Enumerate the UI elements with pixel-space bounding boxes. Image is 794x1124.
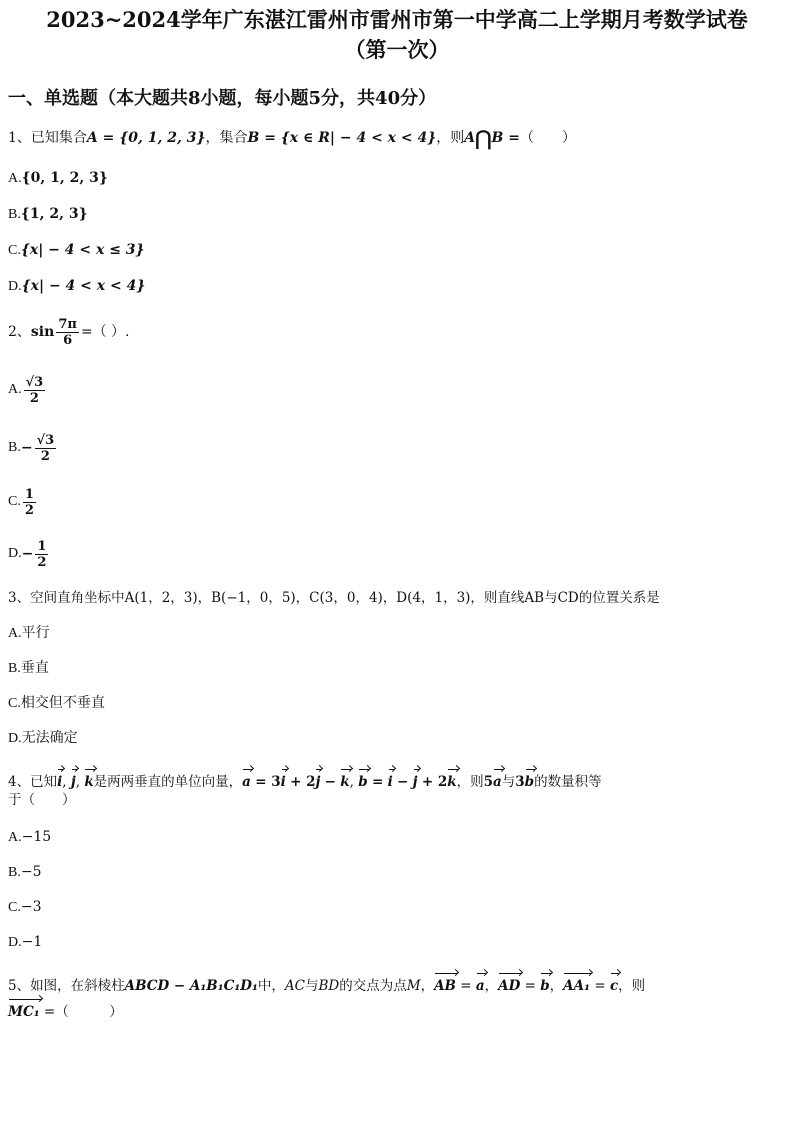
q4-eq-b: =: [371, 774, 384, 790]
q5-yu: 与: [304, 978, 319, 994]
q1-expr-right: B =: [491, 130, 520, 146]
vec-AB: AB: [434, 970, 456, 996]
option-label: C.: [8, 900, 21, 915]
q4-five: 5: [483, 774, 493, 790]
option-value: {x| − 4 < x < 4}: [21, 278, 146, 294]
option-label: A.: [8, 626, 22, 641]
q5-ze: ，则: [618, 978, 646, 994]
q5-ac: AC: [284, 978, 305, 994]
q2-fraction: [56, 317, 79, 348]
question-1: [8, 128, 576, 148]
q1-prefix: 1、已知集合: [8, 130, 87, 146]
option-sign: −: [21, 546, 34, 562]
question-5: 5、如图，在斜棱柱ABCD − A₁B₁C₁D₁中，AC与BD的交点为点M，AB = a，AD = b，AA₁ = c，则: [8, 970, 645, 996]
q5-comma2: ，: [484, 978, 499, 994]
question-2: [8, 312, 130, 352]
option-fraction: [35, 433, 57, 464]
option-value: 垂直: [20, 660, 49, 676]
vec-MC1: MC₁: [8, 996, 40, 1022]
q2-option-c: [8, 480, 38, 524]
q4-option-d: [8, 932, 42, 953]
q3-option-d: [8, 728, 78, 749]
q4-plus2b: + 2: [421, 774, 448, 790]
q1-set-a: A = {0, 1, 2, 3}: [86, 130, 206, 146]
option-fraction: [35, 539, 48, 570]
q2-option-d: [8, 532, 50, 576]
option-fraction: [24, 375, 46, 406]
option-label: C.: [8, 494, 21, 509]
frac-den: 2: [29, 390, 39, 406]
option-label: D.: [8, 935, 22, 950]
vec-b-2: b: [525, 766, 534, 792]
q4-eq-a: = 3: [255, 774, 281, 790]
frac-num: 1: [24, 486, 34, 502]
vec-j: j: [71, 766, 76, 792]
option-value: −1: [21, 934, 43, 950]
q2-option-a: [8, 368, 47, 412]
frac-num: √3: [25, 374, 44, 390]
q4-option-b: [8, 862, 41, 883]
vec-AA1: AA₁: [563, 970, 590, 996]
option-label: B.: [8, 865, 21, 880]
q1-expr-left: A: [464, 130, 476, 146]
q3-option-b: [8, 658, 49, 679]
q1-option-b: [8, 204, 88, 225]
vec-i-3: i: [388, 766, 393, 792]
frac-den: 2: [37, 554, 47, 570]
q3-option-a: [8, 623, 50, 644]
vec-k-2: k: [340, 766, 349, 792]
vec-b-q5: b: [540, 970, 549, 996]
option-value: {0, 1, 2, 3}: [21, 170, 108, 186]
question-4: 4、已知i, j, k是两两垂直的单位向量，a = 3i + 2j − k, b = i − j + 2k，则5a与3b的数量积等: [8, 766, 602, 792]
frac-den: 2: [24, 502, 34, 518]
option-label: D.: [8, 731, 22, 746]
option-label: A.: [8, 382, 22, 397]
q4-t2: ，则: [456, 774, 484, 790]
question-5-line2: [8, 996, 123, 1022]
option-value: {x| − 4 < x ≤ 3}: [20, 242, 145, 258]
option-value: −5: [20, 864, 42, 880]
q5-mid: 中，: [257, 978, 285, 994]
q1-option-c: [8, 240, 145, 261]
q1-after: ，则: [436, 130, 465, 146]
option-value: 无法确定: [21, 730, 78, 746]
q3-option-c: [8, 693, 105, 714]
option-label: B.: [8, 661, 21, 676]
q4-three: 3: [515, 774, 525, 790]
vec-AD: AD: [498, 970, 520, 996]
q5-comma3: ，: [549, 978, 564, 994]
q5-mid2: 的交点为点: [339, 978, 407, 994]
option-value: 平行: [21, 625, 50, 641]
option-fraction: [23, 487, 36, 518]
vec-c-q5: c: [610, 970, 618, 996]
q1-option-a: [8, 168, 108, 189]
q5-eqparen: =（ ）: [43, 1004, 123, 1020]
q4-option-a: [8, 827, 51, 848]
exam-title-line1: 2023~2024学年广东湛江雷州市雷州市第一中学高二上学期月考数学试卷: [46, 7, 748, 32]
option-label: B.: [8, 207, 21, 222]
option-label: C.: [8, 696, 21, 711]
q4-t3: 的数量积等: [534, 774, 602, 790]
option-label: A.: [8, 830, 22, 845]
q1-set-b: B = {x ∈ R| − 4 < x < 4}: [247, 130, 437, 146]
q2-den: 6: [63, 332, 73, 348]
q1-option-d: [8, 276, 145, 297]
vec-k: k: [84, 766, 93, 792]
option-label: A.: [8, 171, 22, 186]
q2-num: 7π: [58, 316, 77, 332]
q2-prefix: 2、: [8, 324, 31, 340]
question-3: 3、空间直角坐标中A(1，2，3)，B(−1，0，5)，C(3，0，4)，D(4，1，3)，则直线AB与CD的位置关系是: [8, 590, 660, 606]
q5-prefix: 5、如图，在斜棱柱: [8, 978, 125, 994]
frac-den: 2: [40, 448, 50, 464]
q1-mid: ，集合: [205, 130, 248, 146]
exam-title-line2: （第一次）: [344, 37, 450, 62]
vec-j-3: j: [413, 766, 418, 792]
option-label: B.: [8, 440, 21, 455]
q1-cap: ⋂: [475, 126, 492, 150]
option-value: {1, 2, 3}: [20, 206, 88, 222]
option-value: −3: [20, 899, 42, 915]
q4-t1: 是两两垂直的单位向量，: [93, 774, 243, 790]
question-4-line2: 于（ ）: [8, 792, 76, 808]
option-value: 相交但不垂直: [20, 695, 105, 711]
frac-num: 1: [37, 538, 47, 554]
q2-func: sin: [30, 324, 55, 340]
q2-option-b: [8, 426, 58, 470]
vec-a: a: [242, 766, 251, 792]
vec-a-q5: a: [476, 970, 485, 996]
q4-yu: 与: [501, 774, 516, 790]
q4-minus: −: [324, 774, 336, 790]
q4-option-c: [8, 897, 41, 918]
q1-paren: （ ）: [519, 130, 576, 146]
vec-b: b: [358, 766, 367, 792]
q4-minus2: −: [397, 774, 409, 790]
vec-i: i: [57, 766, 62, 792]
q5-prism: ABCD − A₁B₁C₁D₁: [124, 978, 258, 994]
vec-j-2: j: [315, 766, 320, 792]
option-label: D.: [8, 546, 22, 561]
option-sign: −: [20, 440, 33, 456]
vec-i-2: i: [281, 766, 286, 792]
vec-a-2: a: [493, 766, 502, 792]
vec-k-3: k: [447, 766, 456, 792]
q5-comma: ，: [420, 978, 435, 994]
q4-plus2: + 2: [290, 774, 316, 790]
frac-num: √3: [36, 432, 55, 448]
option-label: C.: [8, 243, 21, 258]
q5-m: M: [406, 978, 421, 994]
option-label: D.: [8, 279, 22, 294]
q2-suffix: =（ ）.: [80, 324, 130, 340]
section-heading: 一、单选题（本大题共8小题，每小题5分，共40分）: [8, 88, 437, 109]
option-value: −15: [21, 829, 52, 845]
q5-bd: BD: [318, 978, 340, 994]
q4-prefix: 4、已知: [8, 774, 58, 790]
